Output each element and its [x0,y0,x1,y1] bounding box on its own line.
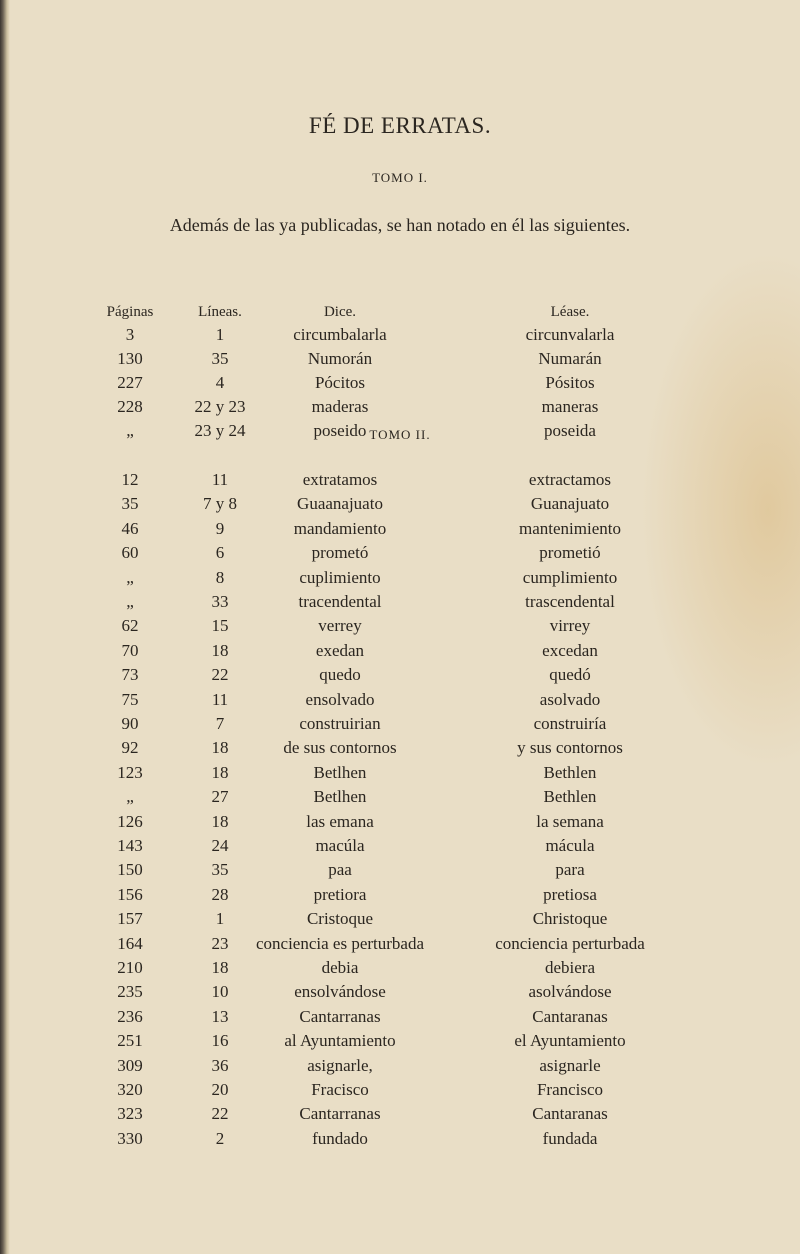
read-cell: poseida [544,421,596,440]
errata-row [0,397,800,422]
page-cell: 157 [117,909,143,929]
says-cell: Fracisco [311,1080,369,1099]
page-cell: 12 [121,470,139,489]
page-cell: 150 [117,860,143,880]
page-cell: 235 [117,982,143,1002]
read-cell: Cantaranas [532,1006,608,1026]
page-cell: 228 [117,397,143,416]
read-cell: Numarán [538,349,602,368]
page-cell: 3 [125,325,135,344]
errata-row [0,543,800,568]
read-cell: virrey [549,616,591,636]
page-title: FÉ DE ERRATAS. [308,113,492,138]
says-cell: exedan [315,640,365,660]
errata-row [0,909,800,934]
page-cell: 227 [117,373,143,392]
read-cell: asignarle [539,1055,601,1075]
errata-row [0,519,800,544]
errata-row [0,690,800,715]
read-cell: construiría [533,714,607,733]
read-cell: Bethlen [543,787,597,807]
line-cell: 22 [211,1104,229,1124]
errata-row [0,616,800,641]
says-cell: Betlhen [313,762,367,782]
page-cell: 60 [121,543,139,563]
page-cell: 62 [121,616,139,636]
line-cell: 23 [211,933,229,953]
line-cell: 35 [211,349,229,368]
says-cell: poseido [313,421,367,440]
line-cell: 1 [215,909,225,929]
line-cell: 23 y 24 [194,421,246,440]
says-cell: prometó [311,543,369,563]
says-cell: macúla [315,836,365,855]
says-cell: de sus contornos [283,738,397,758]
errata-row [0,836,800,861]
line-cell: 18 [211,738,229,758]
read-cell: pretiosa [543,884,597,904]
errata-row [0,958,800,983]
says-cell: cuplimiento [299,567,381,587]
says-cell: ensolvado [305,689,375,709]
page-cell: 126 [117,811,143,831]
line-cell: 1 [215,325,225,344]
errata-row [0,787,800,812]
read-cell: la semana [536,811,604,831]
intro-paragraph: Además de las ya publicadas, se han notado en él las siguientes. [169,215,631,235]
errata-row [0,568,800,593]
page-cell: 156 [117,884,143,904]
page-cell: 35 [121,494,139,514]
page-cell: 123 [117,762,143,782]
errata-row [0,934,800,959]
says-cell: debia [321,958,359,977]
page-cell: 92 [121,738,139,758]
errata-row [0,325,800,350]
page-cell: 330 [117,1128,143,1148]
header-says: Dice. [323,304,357,320]
line-cell: 24 [211,836,229,855]
line-cell: 7 [215,714,225,733]
read-cell: excedan [542,640,598,660]
says-cell: Cristoque [306,909,374,929]
says-cell: verrey [318,616,362,636]
page-cell: „ [126,421,134,440]
line-cell: 35 [211,860,229,880]
header-pages: Páginas [106,304,154,320]
errata-row [0,373,800,398]
line-cell: 4 [215,373,225,392]
says-cell: Cantarranas [299,1006,381,1026]
read-cell: debiera [544,958,596,977]
errata-row [0,1104,800,1129]
errata-row [0,494,800,519]
says-cell: Cantarranas [299,1104,381,1124]
errata-row [0,1056,800,1081]
says-cell: Betlhen [313,787,367,807]
says-cell: Guaanajuato [297,494,383,514]
line-cell: 10 [211,982,229,1002]
errata-row [0,885,800,910]
says-cell: construirian [299,714,381,733]
read-cell: prometió [539,543,601,563]
line-cell: 36 [211,1055,229,1075]
errata-row [0,592,800,617]
says-cell: conciencia es perturbada [255,933,425,953]
line-cell: 20 [211,1080,229,1099]
errata-row [0,641,800,666]
line-cell: 6 [215,543,225,563]
page-cell: 75 [121,689,139,709]
page-cell: 130 [117,349,143,368]
line-cell: 28 [211,884,229,904]
errata-row [0,1007,800,1032]
read-cell: Cantaranas [532,1104,608,1124]
errata-row [0,349,800,374]
read-cell: Bethlen [543,762,597,782]
header-lines: Líneas. [198,304,242,320]
errata-row [0,665,800,690]
says-cell: circumbalarla [293,325,387,344]
page-cell: 90 [121,714,139,733]
page-cell: 164 [117,933,143,953]
read-cell: Pósitos [545,373,595,392]
errata-row [0,738,800,763]
line-cell: 18 [211,958,229,977]
read-cell: cumplimiento [522,567,618,587]
says-cell: mandamiento [293,518,387,538]
says-cell: las emana [306,811,374,831]
line-cell: 9 [215,518,225,538]
read-cell: conciencia perturbada [495,933,645,953]
page-cell: 320 [117,1080,143,1099]
page-cell: „ [126,787,134,807]
line-cell: 33 [211,592,229,611]
line-cell: 18 [211,640,229,660]
errata-row [0,982,800,1007]
read-cell: y sus contornos [517,738,623,758]
line-cell: 11 [211,470,229,489]
read-cell: Christoque [532,909,608,929]
read-cell: mácula [545,836,595,855]
read-cell: para [555,860,585,880]
line-cell: 7 y 8 [203,494,237,514]
errata-row [0,763,800,788]
says-cell: fundado [312,1128,368,1148]
read-cell: fundada [542,1128,598,1148]
read-cell: Guanajuato [530,494,610,514]
says-cell: tracendental [298,592,382,611]
read-cell: mantenimiento [519,518,621,538]
says-cell: Numorán [307,349,373,368]
errata-row [0,714,800,739]
errata-row [0,1031,800,1056]
errata-row [0,1080,800,1105]
read-cell: el Ayuntamiento [514,1031,626,1051]
line-cell: 18 [211,762,229,782]
says-cell: extratamos [302,470,378,489]
line-cell: 16 [211,1031,229,1051]
page-cell: „ [126,567,134,587]
says-cell: Pócitos [314,373,366,392]
read-cell: asolvándose [528,982,612,1002]
read-cell: quedó [549,665,591,685]
page-cell: 70 [121,640,139,660]
read-cell: circunvalarla [525,325,615,344]
says-cell: paa [328,860,352,880]
errata-row [0,470,800,495]
page-cell: 46 [121,518,139,538]
read-cell: asolvado [539,689,601,709]
line-cell: 2 [215,1128,225,1148]
tomo-2-heading: TOMO II. [369,427,431,442]
says-cell: ensolvándose [294,982,386,1002]
line-cell: 22 [211,665,229,685]
read-cell: Francisco [536,1080,604,1099]
read-cell: maneras [541,397,599,416]
line-cell: 8 [215,567,225,587]
line-cell: 15 [211,616,229,636]
says-cell: asignarle, [307,1055,373,1075]
line-cell: 22 y 23 [194,397,246,416]
says-cell: maderas [311,397,369,416]
tomo-1-heading: TOMO I. [372,170,428,185]
line-cell: 13 [211,1006,229,1026]
header-read: Léase. [550,304,590,320]
page-cell: 236 [117,1006,143,1026]
errata-row [0,860,800,885]
page-cell: 73 [121,665,139,685]
says-cell: al Ayuntamiento [284,1031,396,1051]
page-cell: 323 [117,1104,143,1124]
page-cell: 143 [117,836,143,855]
errata-row [0,812,800,837]
line-cell: 11 [211,689,229,709]
read-cell: trascendental [525,592,615,611]
read-cell: extractamos [528,470,612,489]
line-cell: 18 [211,811,229,831]
page-cell: 251 [117,1031,143,1051]
line-cell: 27 [211,787,229,807]
page-cell: 309 [117,1055,143,1075]
page-cell: 210 [117,958,143,977]
page-cell: „ [126,592,134,611]
errata-row [0,1129,800,1154]
says-cell: pretiora [313,884,367,904]
says-cell: quedo [319,665,361,685]
